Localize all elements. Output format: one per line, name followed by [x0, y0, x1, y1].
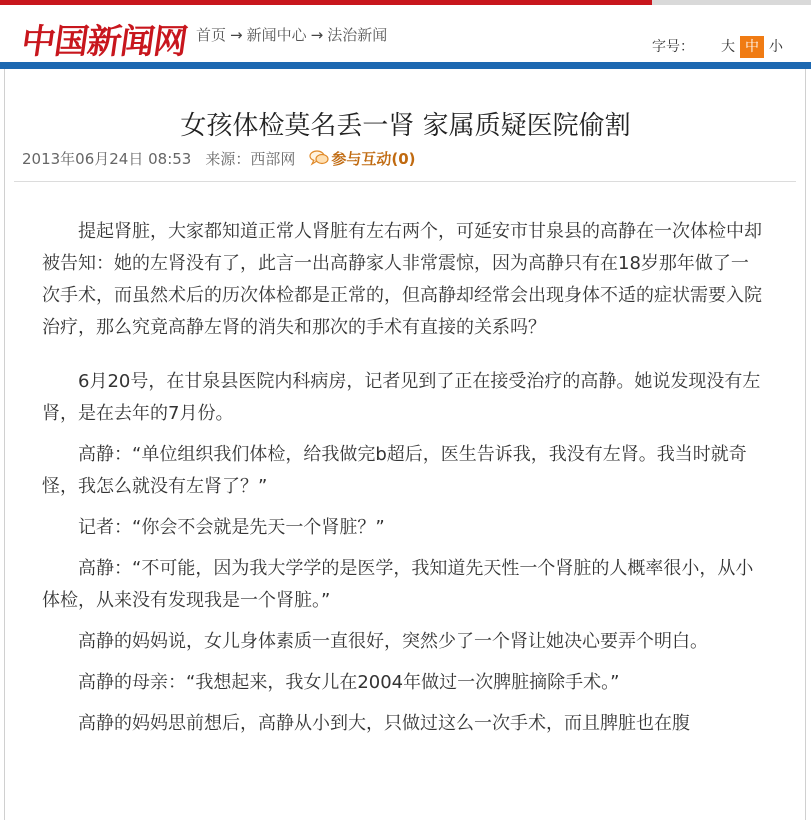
font-size-large-button[interactable]: 大	[721, 39, 735, 55]
article-paragraph: 高静的母亲：“我想起来，我女儿在2004年做过一次脾脏摘除手术。”	[78, 672, 620, 693]
article-paragraph: 高静的妈妈思前想后，高静从小到大，只做过这么一次手术，而且脾脏也在腹	[78, 713, 690, 734]
top-strip-grey	[652, 0, 811, 5]
comment-link[interactable]	[309, 150, 415, 168]
article-paragraph: 提起肾脏，大家都知道正常人肾脏有左右两个，可延安市甘泉县的高静在一次体检中却被告知：她的左肾没有了，此言一出高静家人非常震惊，因为高静只有在18岁那年做了一次手术，而虽然术后的历次体检都是正常的，但高静却经常会出现身体不适的症状需要入院治疗，那么究竟高静左肾的消失和那次的手术有直接的关系吗？	[42, 221, 762, 338]
article-paragraph: 记者：“你会不会就是先天一个肾脏？”	[78, 517, 385, 538]
breadcrumb-home[interactable]: 首页	[196, 26, 227, 44]
article-meta	[22, 148, 416, 170]
breadcrumb-news-center[interactable]: 新闻中心	[246, 26, 307, 44]
article-paragraph: 高静的妈妈说，女儿身体素质一直很好，突然少了一个肾让她决心要弄个明白。	[78, 631, 708, 652]
breadcrumb-separator: →	[230, 26, 243, 44]
breadcrumb	[196, 24, 387, 45]
article-paragraph: 高静：“不可能，因为我大学学的是医学，我知道先天性一个肾脏的人概率很小，从小体检，从来没有发现我是一个肾脏。”	[42, 558, 754, 611]
font-size-small-button[interactable]: 小	[769, 39, 783, 55]
meta-divider	[14, 181, 796, 182]
article-body	[42, 216, 764, 749]
top-strip-red	[0, 0, 652, 5]
article-date: 2013年06月24日 08:53	[22, 150, 192, 168]
comment-bubble-icon	[309, 150, 329, 170]
breadcrumb-separator: →	[310, 26, 324, 44]
nav-blue-bar	[0, 62, 811, 69]
site-header	[0, 6, 811, 62]
page-border-right	[805, 69, 806, 820]
article-paragraph: 6月20号，在甘泉县医院内科病房，记者见到了正在接受治疗的高静。她说发现没有左肾，是在去年的7月份。	[42, 371, 761, 424]
font-size-label: 字号：	[652, 39, 694, 55]
comment-link-label[interactable]: 参与互动(0)	[331, 150, 416, 168]
font-size-medium-button[interactable]: 中	[740, 36, 764, 58]
page-border-left	[4, 69, 5, 820]
article-title: 女孩体检莫名丢一肾 家属质疑医院偷割	[180, 111, 631, 142]
article-source: 来源：西部网	[205, 150, 296, 168]
article-paragraph: 高静：“单位组织我们体检，给我做完b超后，医生告诉我，我没有左肾。我当时就奇怪，我怎么就没有左肾了？”	[42, 444, 747, 497]
font-size-control	[652, 36, 788, 58]
breadcrumb-legal-news[interactable]: 法治新闻	[327, 26, 388, 44]
site-logo[interactable]: 中国新闻网	[18, 22, 190, 62]
